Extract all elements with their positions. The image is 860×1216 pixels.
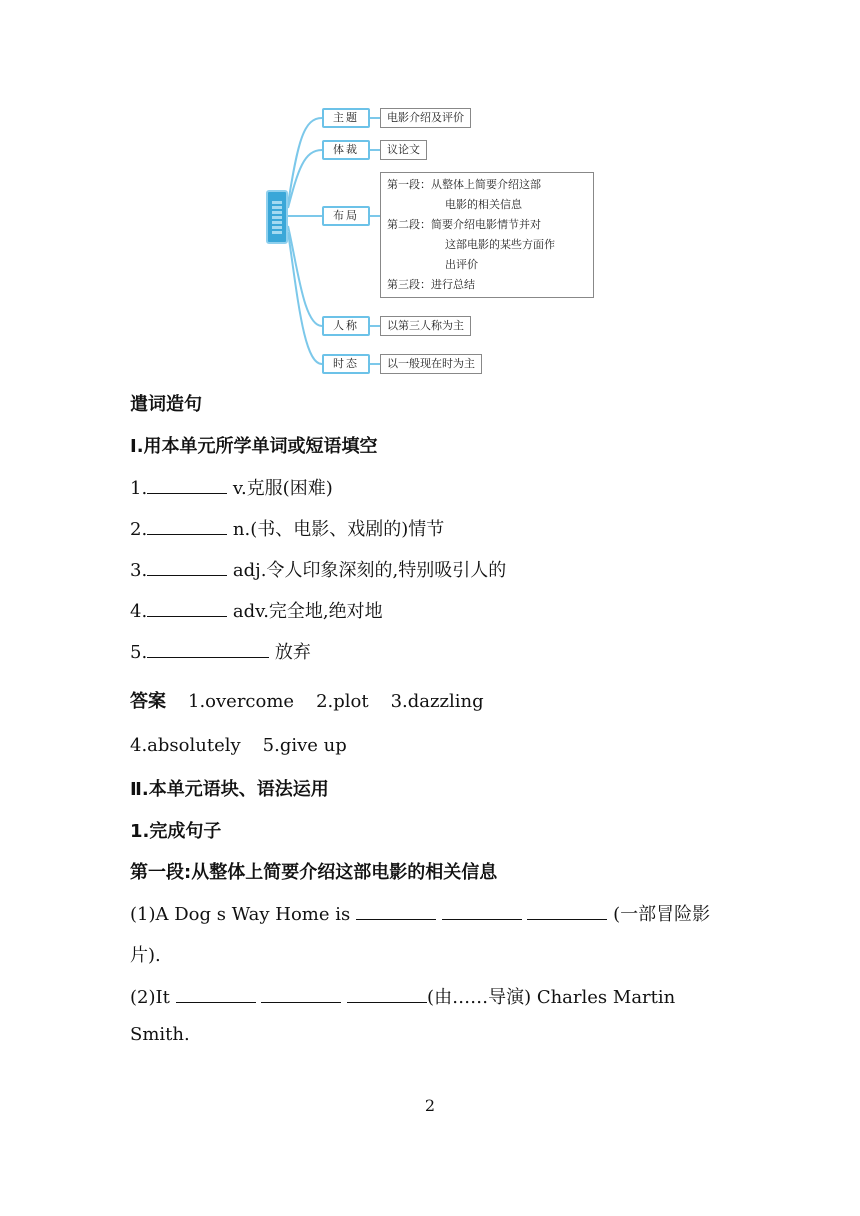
- section2-title: Ⅱ.本单元语块、语法运用: [130, 779, 329, 800]
- fill-item-4: 4. adv.完全地,绝对地: [130, 601, 383, 622]
- mind-map-detail-genre: 议论文: [380, 140, 427, 160]
- blank-line[interactable]: [147, 477, 227, 494]
- blank-line[interactable]: [147, 518, 227, 535]
- fill-item-1: 1. v.克服(困难): [130, 478, 333, 499]
- question-1: (1)A Dog s Way Home is (一部冒险影: [130, 904, 711, 925]
- mind-map-detail-layout: 第一段：从整体上简要介绍这部 电影的相关信息 第二段：简要介绍电影情节并对 这部电影的某些方面作 出评价 第三段：进行总结: [380, 172, 594, 298]
- section2-subtitle: 1.完成句子: [130, 821, 222, 842]
- page-number: 2: [424, 1096, 436, 1115]
- blank-line[interactable]: [356, 903, 436, 920]
- section-heading: 遣词造句: [130, 394, 202, 415]
- section1-title: Ⅰ.用本单元所学单词或短语填空: [130, 436, 378, 457]
- blank-line[interactable]: [147, 559, 227, 576]
- blank-line[interactable]: [442, 903, 522, 920]
- mind-map-node-tense: 时态: [322, 354, 370, 374]
- answer-line-1: 答案 1.overcome 2.plot 3.dazzling: [130, 691, 484, 712]
- mind-map-detail-theme: 电影介绍及评价: [380, 108, 471, 128]
- blank-line[interactable]: [147, 600, 227, 617]
- question-2-continued: Smith.: [130, 1024, 190, 1045]
- mind-map-detail-tense: 以一般现在时为主: [380, 354, 482, 374]
- question-1-continued: 片).: [130, 945, 161, 966]
- question-2: (2)It (由……导演) Charles Martin: [130, 987, 676, 1008]
- mind-map-detail-person: 以第三人称为主: [380, 316, 471, 336]
- mind-map-node-theme: 主题: [322, 108, 370, 128]
- mind-map-node-genre: 体裁: [322, 140, 370, 160]
- mind-map: [264, 100, 604, 380]
- blank-line[interactable]: [176, 986, 256, 1003]
- blank-line[interactable]: [347, 986, 427, 1003]
- paragraph-heading: 第一段:从整体上简要介绍这部电影的相关信息: [130, 862, 498, 883]
- blank-line[interactable]: [261, 986, 341, 1003]
- fill-item-3: 3. adj.令人印象深刻的,特别吸引人的: [130, 560, 507, 581]
- mind-map-node-layout: 布局: [322, 206, 370, 226]
- blank-line[interactable]: [527, 903, 607, 920]
- fill-item-2: 2. n.(书、电影、戏剧的)情节: [130, 519, 445, 540]
- fill-item-5: 5. 放弃: [130, 642, 311, 663]
- answer-label: 答案: [130, 691, 166, 712]
- mind-map-node-person: 人称: [322, 316, 370, 336]
- mind-map-root: [266, 190, 288, 244]
- blank-line[interactable]: [147, 641, 269, 658]
- answer-line-2: 4.absolutely 5.give up: [130, 735, 347, 756]
